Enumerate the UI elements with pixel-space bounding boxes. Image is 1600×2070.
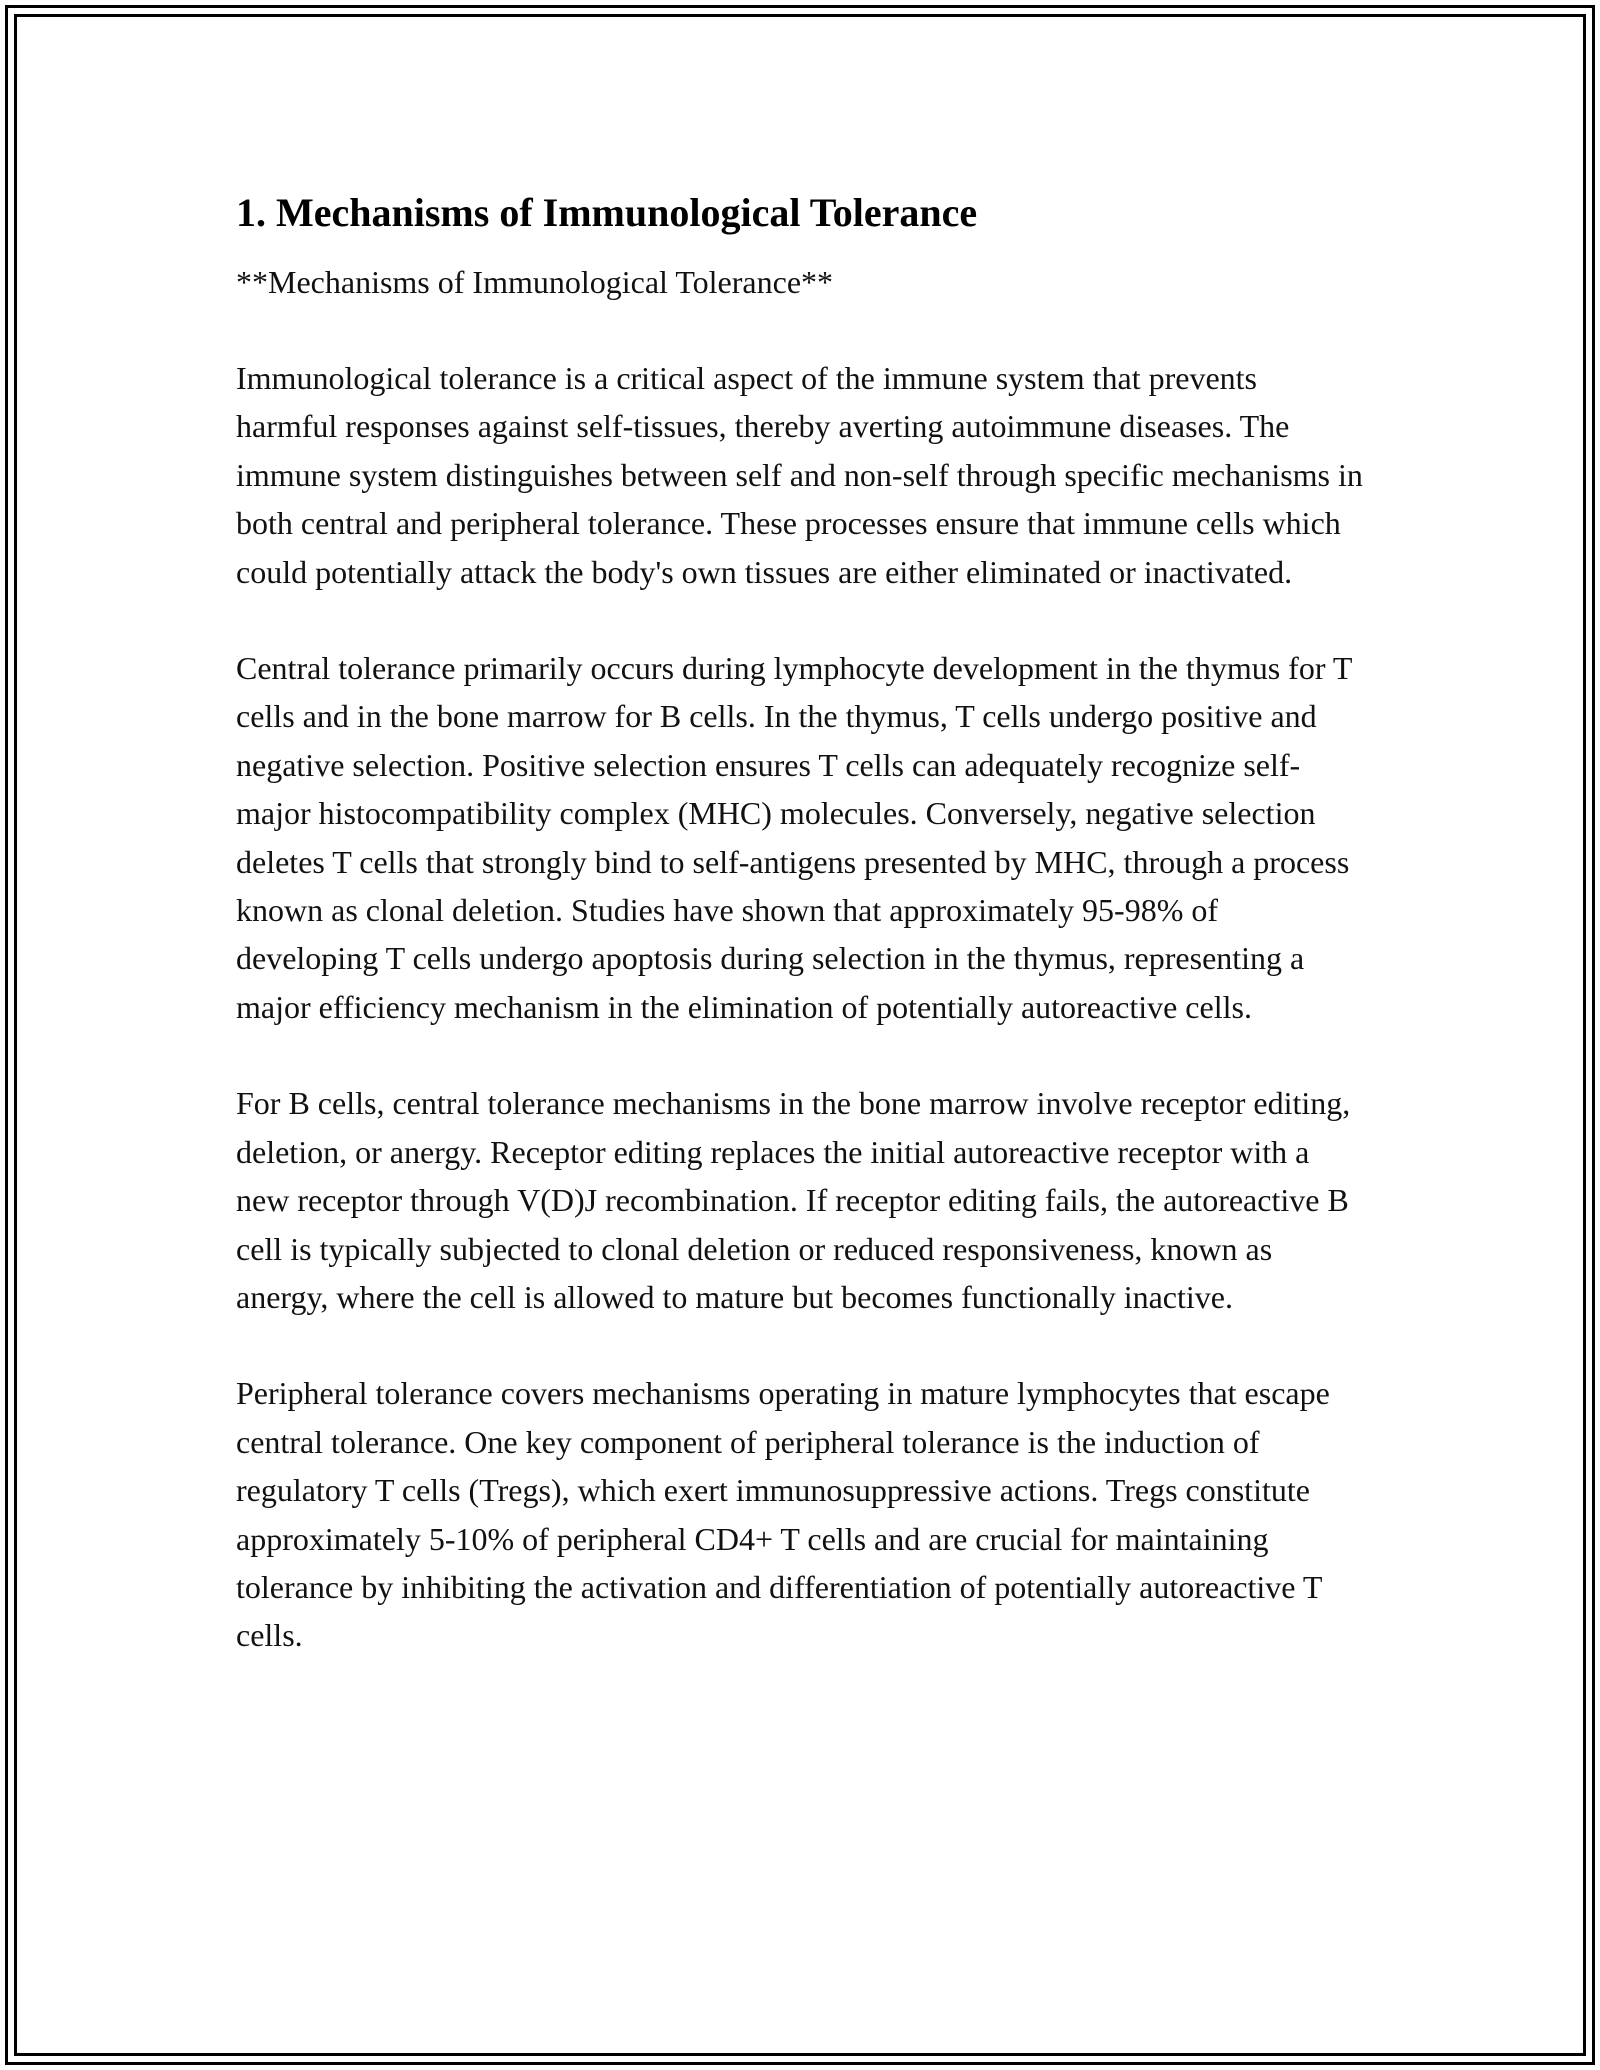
paragraph-b-cells: For B cells, central tolerance mechanisms in the bone marrow involve receptor editing, deletion, or anergy. Receptor editing replaces the initial autoreactive receptor with a new receptor through V(D)J recombination. If receptor editing fails, the autoreactive B cell is typically subjected to clonal deletion or reduced responsiveness, known as anergy, where the cell is allowed to mature but becomes functionally inactive. [236,1085,1351,1315]
document-body [236,186,1366,1660]
paragraph-central-tolerance: Central tolerance primarily occurs during lymphocyte development in the thymus for T cells and in the bone marrow for B cells. In the thymus, T cells undergo positive and negative selection. Positive selection ensures T cells can adequately recognize self-major histocompatibility complex (MHC) molecules. Conversely, negative selection deletes T cells that strongly bind to self-antigens presented by MHC, through a process known as clonal deletion. Studies have shown that approximately 95-98% of developing T cells undergo apoptosis during selection in the thymus, representing a major efficiency mechanism in the elimination of potentially autoreactive cells. [236,650,1352,1025]
paragraph-intro: Immunological tolerance is a critical aspect of the immune system that prevents harmful responses against self-tissues, thereby averting autoimmune diseases. The immune system distinguishes between self and non-self through specific mechanisms in both central and peripheral tolerance. These processes ensure that immune cells which could potentially attack the body's own tissues are either eliminated or inactivated. [236,360,1363,590]
section-heading: 1. Mechanisms of Immunological Tolerance [236,190,978,235]
paragraph-peripheral-tolerance: Peripheral tolerance covers mechanisms operating in mature lymphocytes that escape central tolerance. One key component of peripheral tolerance is the induction of regulatory T cells (Tregs), which exert immunosuppressive actions. Tregs constitute approximately 5-10% of peripheral CD4+ T cells and are crucial for maintaining tolerance by inhibiting the activation and differentiation of potentially autoreactive T cells. [236,1375,1330,1654]
section-subheading: **Mechanisms of Immunological Tolerance** [236,264,834,300]
